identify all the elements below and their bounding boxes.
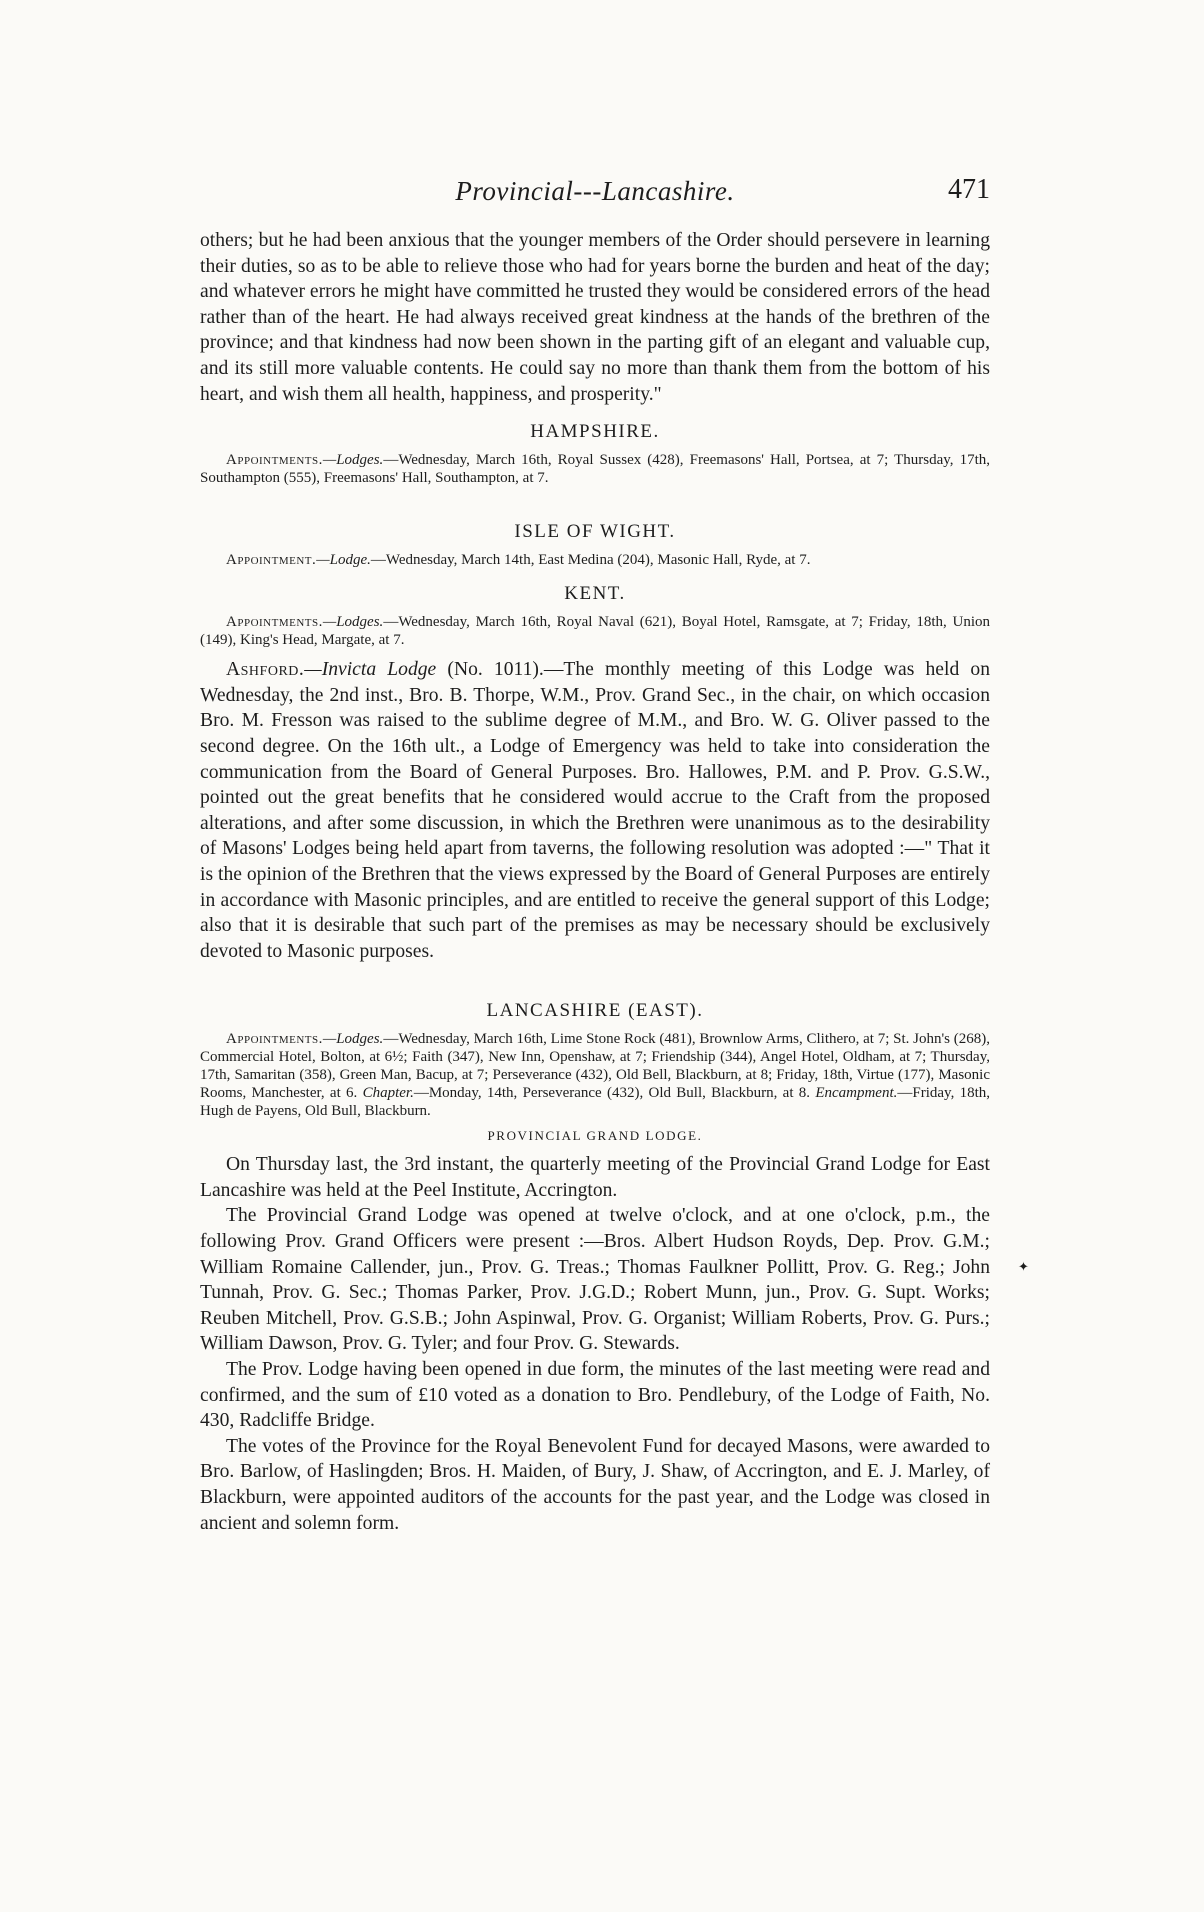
heading-lancashire-east: LANCASHIRE (EAST). bbox=[486, 1000, 704, 1022]
margin-mark-icon: ✦ bbox=[1018, 1259, 1029, 1274]
appt-text: —Wednesday, March 16th, Royal Sussex (428), Freemasons' Hall, Portsea, at 7; Thursday, 17th, Southampton (555), Freemasons' Hall, Southampton, at 7. bbox=[200, 452, 990, 487]
page-number: 471 bbox=[948, 174, 990, 205]
chapter-label: Chapter. bbox=[362, 1085, 414, 1102]
intro-paragraph: others; but he had been anxious that the younger members of the Order should persevere in learning their duties, so as to be able to relieve those who had for years borne the burden and heat of the day; and whatever errors he might have committed he trusted they would be considered errors of the head rather than of the heart. He had always received great kindness at the hands of the brethren of the province; and that kindness had now been shown in the parting gift of an elegant and valuable cup, and its still more valuable contents. He could say no more than thank them from the bottom of his heart, and wish them all health, happiness, and prosperity." bbox=[200, 230, 991, 405]
pgl-paragraph-1: On Thursday last, the 3rd instant, the quarterly meeting of the Provincial Grand Lodge for East Lancashire was held at the Peel Institute, Accrington. bbox=[200, 1154, 990, 1201]
lancashire-east-appointments bbox=[200, 1030, 990, 1120]
heading-isle-of-wight: ISLE OF WIGHT. bbox=[514, 521, 676, 543]
ashford-paragraph bbox=[200, 657, 990, 964]
appt-text: —Wednesday, March 14th, East Medina (204), Masonic Hall, Ryde, at 7. bbox=[370, 552, 811, 569]
hampshire-appointments bbox=[200, 451, 990, 487]
pgl-paragraph-4: The votes of the Province for the Royal Benevolent Fund for decayed Masons, were awarded to Bro. Barlow, of Haslingden; Bros. H. Maiden, of Bury, J. Shaw, of Accrington, and E. J. Marley, of Blackburn, were appointed auditors of the accounts for the past year, and the Lodge was closed in ancient and solemn form. bbox=[200, 1435, 990, 1534]
appt-label: Appointments. bbox=[226, 452, 323, 469]
kent-appointments bbox=[200, 613, 990, 649]
ashford-label: Ashford. bbox=[226, 659, 305, 681]
ashford-lodge: —Invicta Lodge bbox=[304, 659, 437, 681]
chapter-text: —Monday, 14th, Perseverance (432), Old Bull, Blackburn, at 8. bbox=[413, 1085, 816, 1102]
heading-provincial-grand-lodge: PROVINCIAL GRAND LODGE. bbox=[487, 1128, 703, 1144]
pgl-paragraph-3: The Prov. Lodge having been opened in due form, the minutes of the last meeting were read and confirmed, and the sum of £10 voted as a donation to Bro. Pendlebury, of the Lodge of Faith, No. 430, Radcliffe Bridge. bbox=[200, 1359, 990, 1432]
appt-sub: —Lodge. bbox=[316, 552, 371, 569]
isle-of-wight-appointment bbox=[200, 551, 990, 569]
appt-sub: —Lodges. bbox=[322, 614, 384, 631]
text-column bbox=[200, 228, 990, 1536]
heading-hampshire: HAMPSHIRE. bbox=[530, 421, 660, 443]
ashford-text: (No. 1011).—The monthly meeting of this Lodge was held on Wednesday, the 2nd inst., Bro. B. Thorpe, W.M., Prov. Grand Sec., in the chair, on which occasion Bro. M. Fresson was raised to the sublime degree of M.M., and Bro. W. G. Oliver passed to the second degree. On the 16th ult., a Lodge of Emergency was held to take into consideration the communication from the Board of General Purposes. Bro. Hallowes, P.M. and P. Prov. G.S.W., pointed out the great benefits that he considered would accrue to the Craft from the proposed alterations, and after some discussion, in which the Brethren were unanimous as to the desirability of Masons' Lodges being held apart from taverns, the following resolution was adopted :—" That it is the opinion of the Brethren that the views expressed by the Board of General Purposes are entirely in accordance with Masonic principles, and are entitled to receive the general support of this Lodge; also that it is desirable that such part of the premises as may be necessary should be exclusively devoted to Masonic purposes. bbox=[200, 659, 990, 962]
appt-text: —Wednesday, March 16th, Royal Naval (621), Boyal Hotel, Ramsgate, at 7; Friday, 18th, Union (149), King's Head, Margate, at 7. bbox=[200, 614, 990, 649]
encampment-text: —Friday, 18th, Hugh de Payens, Old Bull, Blackburn. bbox=[200, 1085, 991, 1120]
running-title: Provincial---Lancashire. bbox=[455, 176, 735, 206]
appt-sub: —Lodges. bbox=[322, 1031, 384, 1048]
pgl-paragraph-2: The Provincial Grand Lodge was opened at twelve o'clock, and at one o'clock, p.m., the following Prov. Grand Officers were present :—Bros. Albert Hudson Royds, Dep. Prov. G.M.; William Romaine Callender, jun., Prov. G. Treas.; Thomas Faulkner Pollitt, Prov. G. Reg.; John Tunnah, Prov. G. Sec.; Thomas Parker, Prov. J.G.D.; Robert Munn, jun., Prov. G. Supt. Works; Reuben Mitchell, Prov. G.S.B.; John Aspinwal, Prov. G. Organist; William Roberts, Prov. G. Purs.; William Dawson, Prov. G. Tyler; and four Prov. G. Stewards. bbox=[200, 1205, 990, 1355]
appt-sub: —Lodges. bbox=[322, 452, 384, 469]
appt-label: Appointments. bbox=[226, 1031, 323, 1048]
heading-kent: KENT. bbox=[564, 583, 626, 605]
appt-label: Appointments. bbox=[226, 614, 323, 631]
appt-text: —Wednesday, March 16th, Lime Stone Rock (481), Brownlow Arms, Clithero, at 7; St. John's (268), Commercial Hotel, Bolton, at 6½; Faith (347), New Inn, Openshaw, at 7; Friendship (344), Angel Hotel, Oldham, at 7; Thursday, 17th, Samaritan (358), Green Man, Bacup, at 7; Perseverance (432), Old Bell, Blackburn, at 8; Friday, 18th, Virtue (177), Masonic Rooms, Manchester, at 6. bbox=[200, 1031, 991, 1102]
running-head bbox=[200, 172, 990, 212]
encampment-label: Encampment. bbox=[815, 1085, 898, 1102]
appt-label: Appointment. bbox=[226, 552, 317, 569]
